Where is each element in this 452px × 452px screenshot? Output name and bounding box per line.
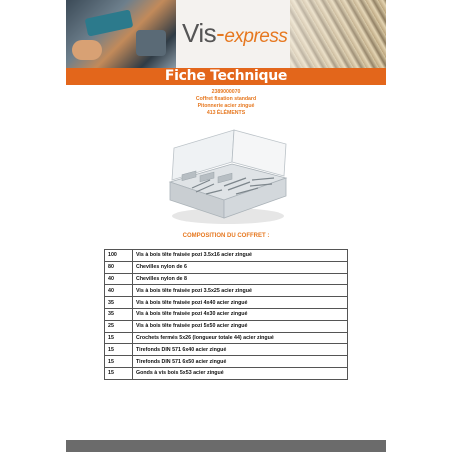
product-reference: 2389000070 [211,89,241,95]
table-row [105,250,348,262]
table-row [105,261,348,273]
product-info [66,89,386,117]
product-image [162,120,292,230]
table-row [105,285,348,297]
description-cell: Tirefonds DIN 571 6x50 acier zingué [133,356,348,368]
description-cell: Vis à bois tête fraisée pozi 4x30 acier zingué [133,308,348,320]
quantity-cell: 15 [105,367,133,379]
quantity-cell: 40 [105,273,133,285]
quantity-cell: 15 [105,344,133,356]
brand-logo: Vis-express [182,18,288,48]
table-row [105,308,348,320]
description-cell: Gonds à vis bois 5x53 acier zingué [133,367,348,379]
table-row [105,320,348,332]
table-row [105,356,348,368]
description-cell: Vis à bois tête fraisée pozi 3.5x25 acier zingué [133,285,348,297]
description-cell: Chevilles nylon de 8 [133,273,348,285]
data-sheet-page [66,0,386,452]
product-line: 413 ÉLÉMENTS [206,110,246,116]
description-cell: Tirefonds DIN 571 6x40 acier zingué [133,344,348,356]
title-bar [66,68,386,85]
workshop-photo [66,0,176,68]
product-line: Coffret fixation standard [195,96,257,102]
quantity-cell: 15 [105,332,133,344]
footer-bar [66,440,386,452]
description-cell: Vis à bois tête fraisée pozi 5x50 acier zingué [133,320,348,332]
description-cell: Vis à bois tête fraisée pozi 4x40 acier zingué [133,297,348,309]
quantity-cell: 40 [105,285,133,297]
description-cell: Vis à bois tête fraisée pozi 3.5x16 acier zingué [133,250,348,262]
composition-title: COMPOSITION DU COFFRET : [182,233,270,239]
table-row [105,344,348,356]
table-row [105,367,348,379]
quantity-cell: 15 [105,356,133,368]
quantity-cell: 25 [105,320,133,332]
quantity-cell: 100 [105,250,133,262]
page-title: Fiche Technique [164,68,288,84]
table-row [105,273,348,285]
quantity-cell: 80 [105,261,133,273]
description-cell: Crochets fermés 5x26 (longueur totale 44) acier zingué [133,332,348,344]
description-cell: Chevilles nylon de 6 [133,261,348,273]
composition-table [104,249,348,380]
quantity-cell: 35 [105,308,133,320]
screws-photo [290,0,386,68]
quantity-cell: 35 [105,297,133,309]
table-row [105,332,348,344]
header-banner [66,0,386,68]
product-line: Pitonnerie acier zingué [197,103,255,109]
table-row [105,297,348,309]
